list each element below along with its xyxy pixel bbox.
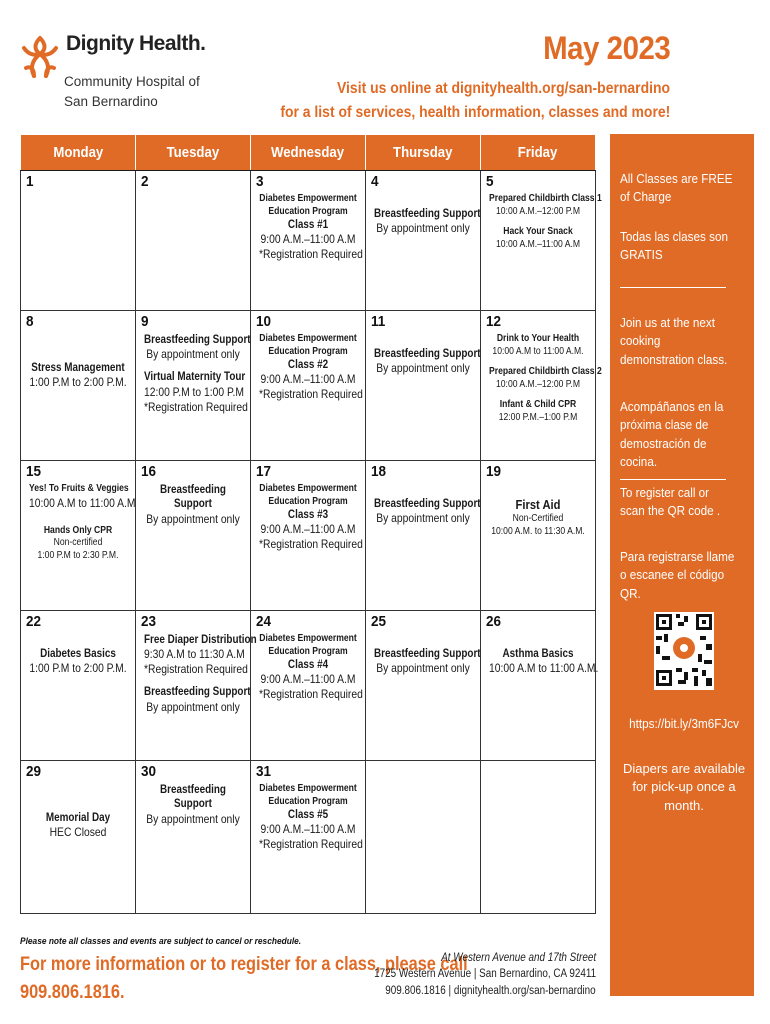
day-events <box>21 633 135 676</box>
sidebar-divider <box>620 287 726 288</box>
event-spacer <box>144 362 242 370</box>
day-events <box>481 483 595 538</box>
brand-name: Dignity Health. <box>66 32 206 55</box>
event-spacer <box>374 483 472 497</box>
calendar-day-cell <box>21 311 136 461</box>
event-text: Breastfeeding Support <box>143 686 251 699</box>
day-number: 19 <box>486 463 502 480</box>
event-text: 10:00 A.M.–12:00 P.M <box>495 378 580 390</box>
event-text: Breastfeeding Support <box>373 648 481 660</box>
event-text: Support <box>174 798 212 811</box>
event-text: By appointment only <box>376 221 470 236</box>
event-text: 12:00 P.M.–1:00 P.M <box>498 411 578 423</box>
event-text: Free Diaper Distribution <box>143 634 257 646</box>
event-text: Drink to Your Health <box>496 333 580 344</box>
event-text: 9:00 A.M.–11:00 A.M <box>260 822 356 837</box>
cancellation-note: Please note all classes and events are subject to cancel or reschedule. <box>20 936 302 947</box>
event-text: Education Program <box>268 795 348 807</box>
day-number: 29 <box>26 763 42 780</box>
day-events <box>366 193 480 236</box>
weekday-header-monday: Monday <box>21 135 136 171</box>
calendar-week-row <box>21 461 596 611</box>
day-events <box>251 333 365 402</box>
calendar-day-cell <box>21 171 136 311</box>
day-number: 12 <box>486 313 502 330</box>
event-text: By appointment only <box>146 347 240 362</box>
event-spacer <box>489 391 587 399</box>
event-text: Stress Management <box>31 362 125 374</box>
calendar-day-cell <box>366 171 481 311</box>
day-number: 23 <box>141 613 157 630</box>
event-text: By appointment only <box>376 361 470 376</box>
event-text: Education Program <box>268 645 348 657</box>
day-number: 25 <box>371 613 387 630</box>
event-spacer <box>374 193 472 207</box>
day-number: 22 <box>26 613 42 630</box>
event-spacer <box>29 783 127 797</box>
event-text: Support <box>174 498 212 511</box>
event-text: By appointment only <box>146 811 240 826</box>
hospital-name-line2: San Bernardino <box>64 94 158 109</box>
day-events <box>251 633 365 702</box>
calendar-day-cell <box>366 761 481 914</box>
event-text: Breastfeeding <box>160 784 226 796</box>
day-events <box>366 633 480 676</box>
event-text: Education Program <box>268 345 348 357</box>
day-number: 5 <box>486 173 494 190</box>
free-classes-es: Todas las clases son GRATIS <box>620 229 728 263</box>
event-text: 9:00 A.M.–11:00 A.M <box>260 232 356 247</box>
event-text: Diabetes Empowerment <box>259 193 357 204</box>
event-text: Class #3 <box>287 509 329 521</box>
calendar-day-cell <box>251 311 366 461</box>
event-text: 9:30 A.M to 11:30 A.M <box>143 647 245 662</box>
calendar-day-cell <box>251 611 366 761</box>
event-text: *Registration Required <box>258 247 363 262</box>
day-events <box>481 333 602 424</box>
day-events <box>136 783 250 827</box>
free-classes-en: All Classes are FREE of Charge <box>620 171 733 205</box>
event-text: By appointment only <box>146 699 240 714</box>
sidebar-divider <box>620 479 726 480</box>
calendar-week-row <box>21 761 596 914</box>
weekday-header-thursday: Thursday <box>366 135 481 171</box>
visit-line-2: for a list of services, health information, classes and more! <box>280 104 670 121</box>
calendar-week-row <box>21 311 596 461</box>
day-events <box>136 483 250 527</box>
event-spacer <box>374 633 472 647</box>
event-text: Diabetes Empowerment <box>259 783 357 794</box>
event-spacer <box>29 633 127 647</box>
info-sidebar <box>610 134 754 996</box>
day-events <box>366 483 480 526</box>
event-spacer <box>29 347 127 361</box>
event-text: Hands Only CPR <box>43 524 113 536</box>
dignity-health-logo <box>20 32 220 114</box>
calendar-week-row <box>21 171 596 311</box>
day-events <box>21 333 135 390</box>
event-text: Non-Certified <box>512 513 564 525</box>
day-number: 18 <box>371 463 387 480</box>
day-events <box>251 483 365 552</box>
event-text: 1:00 P.M to 2:00 P.M. <box>29 661 127 676</box>
event-text: Diabetes Empowerment <box>259 483 357 494</box>
cta-phone[interactable]: 909.806.1816. <box>20 982 125 1003</box>
event-text: Yes! To Fruits & Veggies <box>28 483 129 494</box>
calendar-day-cell <box>481 311 602 461</box>
calendar-day-cell <box>481 171 602 311</box>
calendar-day-cell <box>366 311 481 461</box>
event-spacer <box>29 511 127 525</box>
calendar-day-cell <box>21 461 136 611</box>
event-text: 9:00 A.M.–11:00 A.M <box>260 672 356 687</box>
day-number: 31 <box>256 763 272 780</box>
event-text: By appointment only <box>146 511 240 526</box>
weekday-header-friday: Friday <box>481 135 596 171</box>
event-text: 9:00 A.M.–11:00 A.M <box>260 522 356 537</box>
day-number: 8 <box>26 313 34 330</box>
day-number: 10 <box>256 313 272 330</box>
event-spacer <box>489 483 587 497</box>
event-text: Class #5 <box>287 809 329 821</box>
day-events <box>366 333 480 376</box>
event-text: Breastfeeding Support <box>143 334 251 346</box>
calendar-day-cell <box>481 461 596 611</box>
day-events <box>21 783 135 840</box>
calendar-day-cell <box>136 461 251 611</box>
calendar-day-cell <box>136 311 251 461</box>
calendar-day-cell <box>481 611 599 761</box>
event-text: 10:00 A.M to 11:00 A.M. <box>492 345 584 357</box>
event-text: Breastfeeding Support <box>373 208 481 220</box>
day-events <box>251 193 365 262</box>
event-text: 1:00 P.M to 2:00 P.M. <box>29 375 127 390</box>
day-number: 3 <box>256 173 264 190</box>
month-title: May 2023 <box>542 30 670 66</box>
event-text: Diabetes Basics <box>40 648 116 660</box>
event-text: 10:00 A.M.–11:00 A.M <box>496 238 580 250</box>
event-text: Non-certified <box>53 537 103 548</box>
event-text: Class #4 <box>287 659 329 671</box>
registration-link[interactable]: https://bit.ly/3m6FJcv <box>629 716 739 731</box>
weekday-header-tuesday: Tuesday <box>136 135 251 171</box>
event-text: 1:00 P.M to 2:30 P.M. <box>37 549 119 561</box>
register-instructions-es: Para registrarse llame o escanee el código QR. <box>620 549 735 601</box>
event-spacer <box>29 333 127 347</box>
event-text: Class #1 <box>287 219 329 231</box>
event-spacer <box>29 797 127 811</box>
event-text: Hack Your Snack <box>503 226 573 237</box>
calendar-day-cell <box>251 461 366 611</box>
cooking-demo-es: Acompáñanos en la próxima clase de demostración de cocina. <box>620 399 724 470</box>
event-text: 10:00 A.M.–12:00 P.M <box>495 205 580 217</box>
calendar-week-row <box>21 611 596 761</box>
event-text: Diabetes Empowerment <box>259 333 357 344</box>
event-text: *Registration Required <box>258 837 363 852</box>
address-line-1: At Western Avenue and 17th Street <box>441 952 596 964</box>
event-text: By appointment only <box>376 511 470 526</box>
event-text: *Registration Required <box>258 687 363 702</box>
calendar-day-cell <box>136 171 251 311</box>
event-text: Asthma Basics <box>502 648 574 660</box>
day-number: 9 <box>141 313 149 330</box>
event-text: Education Program <box>268 205 348 217</box>
day-number: 26 <box>486 613 502 630</box>
day-events <box>251 783 365 852</box>
cooking-demo-en: Join us at the next cooking demonstration class. <box>620 315 728 367</box>
event-text: Diabetes Empowerment <box>259 633 357 644</box>
event-text: Education Program <box>268 495 348 507</box>
weekday-header-wednesday: Wednesday <box>251 135 366 171</box>
day-events <box>136 633 257 715</box>
day-number: 16 <box>141 463 157 480</box>
day-number: 11 <box>371 313 386 330</box>
event-text: Breastfeeding Support <box>373 348 481 360</box>
event-text: HEC Closed <box>49 825 107 840</box>
day-number: 30 <box>141 763 157 780</box>
day-number: 17 <box>256 463 272 480</box>
calendar-day-cell <box>251 171 366 311</box>
day-events <box>481 193 602 251</box>
day-events <box>21 483 135 562</box>
event-spacer <box>489 358 587 366</box>
calendar-day-cell <box>481 761 596 914</box>
event-text: *Registration Required <box>258 537 363 552</box>
calendar-day-cell <box>366 461 481 611</box>
qr-code-icon[interactable] <box>654 612 714 690</box>
calendar-day-cell <box>136 611 257 761</box>
event-text: By appointment only <box>376 661 470 676</box>
visit-line-1[interactable]: Visit us online at dignityhealth.org/san-bernardino <box>336 80 670 97</box>
event-spacer <box>489 633 587 647</box>
event-text: Memorial Day <box>45 812 111 824</box>
event-text: 10:00 A.M to 11:00 A.M. <box>488 661 599 676</box>
event-text: 9:00 A.M.–11:00 A.M <box>260 372 356 387</box>
calendar-day-cell <box>136 761 251 914</box>
event-spacer <box>144 677 242 685</box>
hospital-name-line1: Community Hospital of <box>64 74 200 89</box>
cta-line-1: For more information or to register for a class, please call <box>20 954 468 975</box>
day-events <box>481 633 599 676</box>
event-text: 12:00 P.M to 1:00 P.M <box>143 384 245 399</box>
day-number: 24 <box>256 613 272 630</box>
day-events <box>136 333 250 415</box>
day-number: 15 <box>26 463 42 480</box>
event-text: *Registration Required <box>143 399 248 414</box>
day-number: 2 <box>141 173 149 190</box>
calendar-grid <box>20 134 602 914</box>
event-text: Prepared Childbirth Class 2 <box>488 366 602 377</box>
event-text: Class #2 <box>287 359 329 371</box>
register-instructions-en: To register call or scan the QR code . <box>620 485 721 519</box>
event-text: 10:00 A.M to 11:00 A.M <box>28 495 136 510</box>
day-number: 4 <box>371 173 379 190</box>
event-text: Virtual Maternity Tour <box>143 371 246 384</box>
dignity-health-logo-icon <box>20 34 60 84</box>
diapers-note: Diapers are available for pick-up once a month. <box>622 761 746 813</box>
event-text: Infant & Child CPR <box>499 399 577 410</box>
event-text: First Aid <box>515 497 561 512</box>
address-line-2: 1725 Western Avenue | San Bernardino, CA 92411 <box>374 968 596 980</box>
calendar-day-cell <box>21 611 136 761</box>
event-text: Breastfeeding Support <box>373 498 481 510</box>
event-spacer <box>374 333 472 347</box>
event-text: *Registration Required <box>258 387 363 402</box>
calendar-day-cell <box>366 611 481 761</box>
event-spacer <box>489 218 587 226</box>
day-number: 1 <box>26 173 34 190</box>
event-text: Breastfeeding <box>160 484 226 496</box>
event-text: 10:00 A.M. to 11:30 A.M. <box>491 525 585 537</box>
calendar-day-cell <box>21 761 136 914</box>
event-text: Prepared Childbirth Class 1 <box>488 193 602 204</box>
address-line-3[interactable]: 909.806.1816 | dignityhealth.org/san-bernardino <box>385 985 596 997</box>
event-text: *Registration Required <box>143 662 248 677</box>
calendar-day-cell <box>251 761 366 914</box>
weekday-header-row <box>21 135 596 171</box>
